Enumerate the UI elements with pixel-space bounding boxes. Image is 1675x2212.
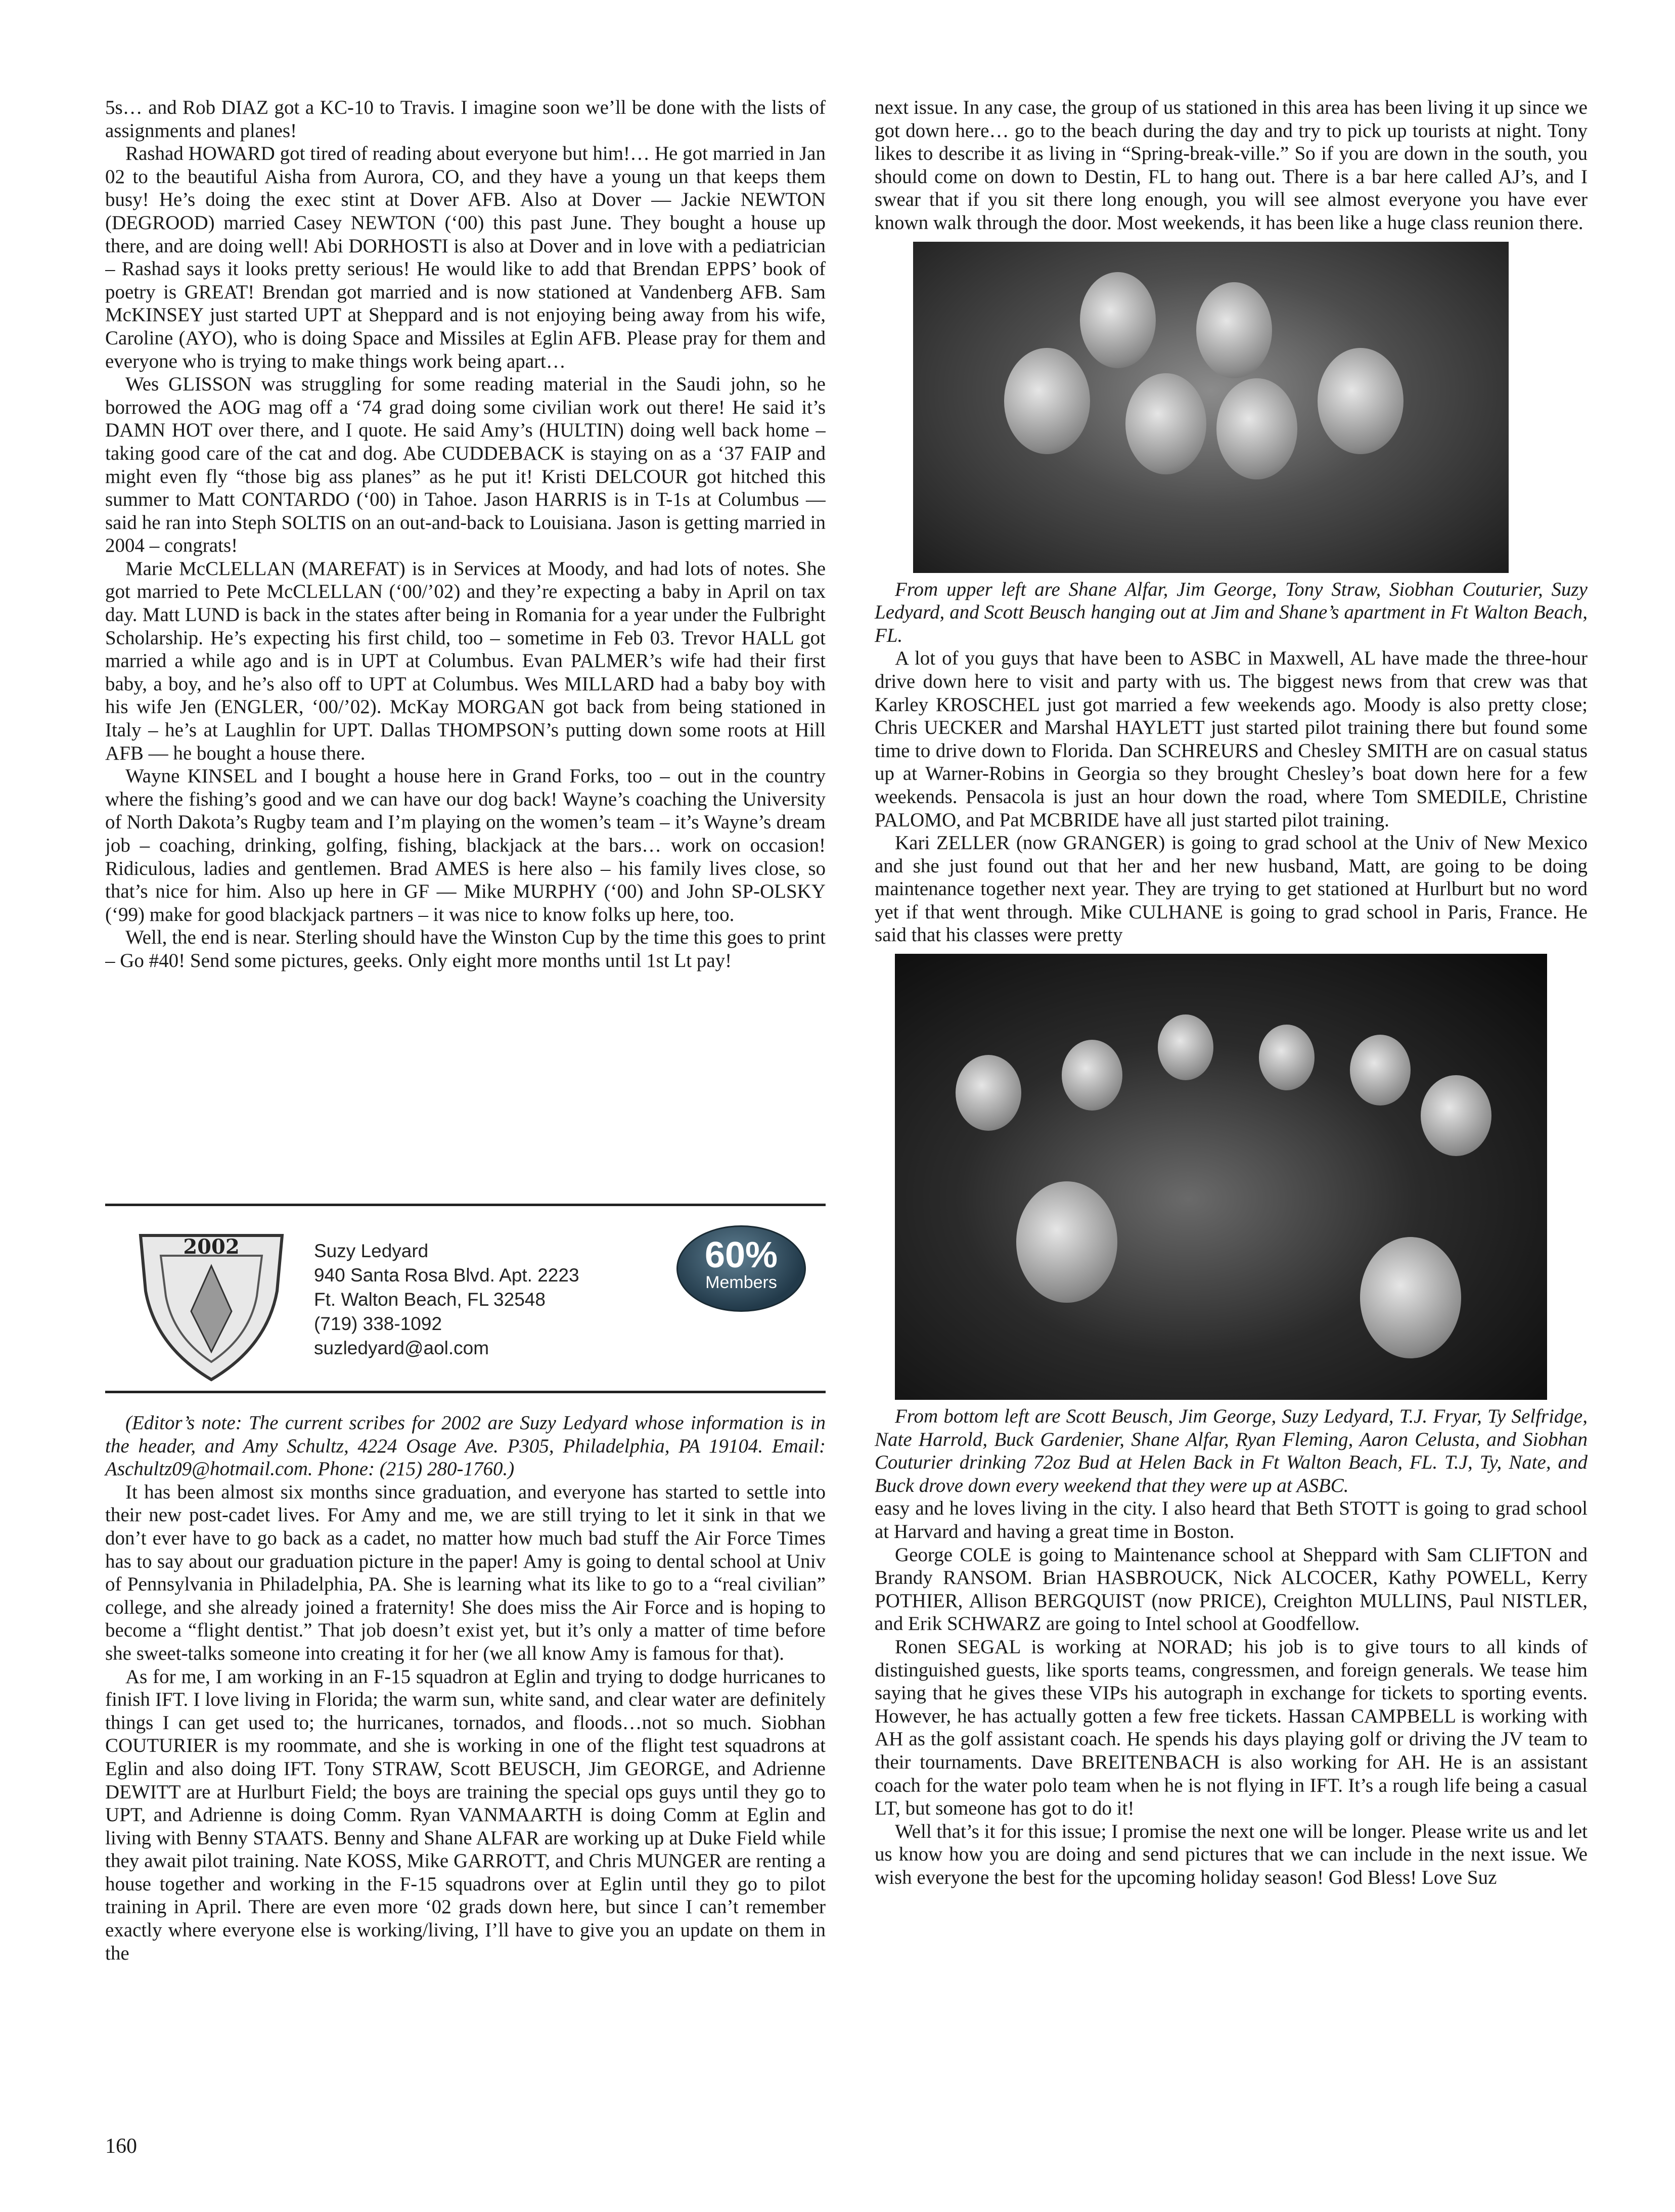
- group-photo-apartment: [913, 242, 1509, 573]
- paragraph: next issue. In any case, the group of us stationed in this area has been living it up since we got down here… go to the beach during the day and try to pick up tourists at night. Tony likes to describe it as living in “Spring-break-ville.” So if you are down in the south, you should come on down to Destin, FL to hang out. There is a bar here called AJ’s, and I swear that if you sit there long enough, you will see almost everyone you have ever known walk through the door. Most weekends, it has been like a huge class reunion there.: [875, 97, 1588, 234]
- person-figure: [1196, 282, 1272, 378]
- person-figure: [1421, 1075, 1491, 1156]
- paragraph: George COLE is going to Maintenance school at Sheppard with Sam CLIFTON and Brandy RANSOM. Brian HASBROUCK, Nick ALCOCER, Kathy POWELL, Kerry POTHIER, Allison BERGQUIST (now PRICE), Creighton MULLINS, Paul NISTLER, and Erik SCHWARZ are going to Intel school at Goodfellow.: [875, 1543, 1588, 1635]
- paragraph: Rashad HOWARD got tired of reading about everyone but him!… He got married in Jan 02 to the beautiful Aisha from Aurora, CO, and they have a young un that keeps them busy! He’s doing the exec stint at Dover AFB. Also at Dover — Jackie NEWTON (DEGROOD) married Casey NEWTON (‘00) this past June. They bought a house up there, and are doing well! Abi DORHOSTI is also at Dover and in love with a pediatrician – Rashad says it looks pretty serious! He would like to add that Brendan EPPS’ book of poetry is GREAT! Brendan got married and is now stationed at Vandenberg AFB. Sam McKINSEY just started UPT at Sheppard and is not enjoying being away from his wife, Caroline (AYO), who is doing Space and Missiles at Eglin AFB. Please pray for them and everyone who is trying to make things work being apart…: [105, 143, 826, 372]
- photo-caption-1: From upper left are Shane Alfar, Jim George, Tony Straw, Siobhan Couturier, Suzy Ledyard, and Scott Beusch hanging out at Jim and Shane’s apartment in Ft Walton Beach, FL.: [875, 578, 1588, 646]
- paragraph: Marie McCLELLAN (MAREFAT) is in Services at Moody, and had lots of notes. She got married to Pete McCLELLAN (‘00/’02) and they’re expecting a baby in April on tax day. Matt LUND is back in the states after being in Romania for a year under the Fulbright Scholarship. He’s expecting his first child, too – sometime in Feb 03. Trevor HALL got married a while ago and is in UPT at Columbus. Evan PALMER’s wife had their first baby, a boy, and he’s also off to UPT at Columbus. Wes MILLARD had a baby boy with his wife Jen (ENGLER, ‘00/’02). McKay MORGAN got back from being stationed in Italy – he’s at Laughlin for UPT. Dallas THOMPSON’s putting down some roots at Hill AFB — he bought a house there.: [105, 557, 826, 764]
- scribe-address-line2: Ft. Walton Beach, FL 32548: [314, 1289, 546, 1310]
- class-crest-icon: [130, 1220, 292, 1382]
- paragraph: A lot of you guys that have been to ASBC in Maxwell, AL have made the three-hour drive down here to visit and party with us. The biggest news from that crew was that Karley KROSCHEL just got married a few weekends ago. Moody is also pretty close; Chris UECKER and Marshal HAYLETT just started pilot training there but found some time to drive down to Florida. Dan SCHREURS and Chesley SMITH are on casual status up at Warner-Robins in Georgia so they brought Chesley’s boat down here for a few weekends. Pensacola is just an hour down the road, where Tom SMEDILE, Christine PALOMO, and Pat MCBRIDE have all just started pilot training.: [875, 647, 1588, 831]
- editor-note: (Editor’s note: The current scribes for 2002 are Suzy Ledyard whose information is in the header, and Amy Schultz, 4224 Osage Ave. P305, Philadelphia, PA 19104. Email: Aschultz09@hotmail.com. Phone: (215) 280-1760.): [105, 1412, 826, 1480]
- paragraph: easy and he loves living in the city. I also heard that Beth STOTT is going to grad school at Harvard and having a great time in Boston.: [875, 1497, 1588, 1543]
- person-figure: [1125, 373, 1206, 474]
- person-figure: [1158, 1014, 1213, 1080]
- membership-percent: 60%: [704, 1235, 778, 1275]
- person-figure: [956, 1055, 1021, 1131]
- paragraph: Kari ZELLER (now GRANGER) is going to grad school at the Univ of New Mexico and she just found out that her and her new husband, Matt, are going to be doing maintenance together next year. They are trying to get stationed at Hurlburt but no word yet if that went through. Mike CULHANE is going to grad school in Paris, France. He said that his classes were pretty: [875, 832, 1588, 946]
- person-figure: [1004, 348, 1090, 454]
- left-column-top-text: [105, 96, 826, 1204]
- scribe-address-line1: 940 Santa Rosa Blvd. Apt. 2223: [314, 1265, 579, 1286]
- person-figure: [1350, 1035, 1411, 1105]
- paragraph: It has been almost six months since graduation, and everyone has started to settle into their new post-cadet lives. For Amy and me, we are still trying to let it sink in that we don’t ever have to go back as a cadet, no matter how much bad stuff the Air Force Times has to say about our graduation picture in the paper! Amy is going to dental school at Univ of Pennsylvania in Philadelphia, PA. She is learning what its like to go to a “real civilian” college, and she already joined a fraternity! She does miss the Air Force and is hoping to become a “flight dentist.” That job doesn’t exist yet, but it’s only a matter of time before she sweet-talks someone into creating it for her (we all know Amy is famous for that).: [105, 1481, 826, 1664]
- header-bottom-rule: [105, 1391, 826, 1393]
- person-figure: [1062, 1040, 1122, 1111]
- group-photo-bar: [895, 954, 1547, 1400]
- scribe-email[interactable]: suzledyard@aol.com: [314, 1338, 489, 1358]
- left-column-bottom-text: [105, 1411, 826, 1965]
- paragraph: Ronen SEGAL is working at NORAD; his job is to give tours to all kinds of distinguished guests, like sports teams, congressmen, and foreign generals. We tease him saying that he gives these VIPs his autograph in exchange for tickets to sporting events. However, he has actually gotten a few free tickets. Hassan CAMPBELL is working with AH as the golf assistant coach. He spends his days playing golf or driving the JV team to their tournaments. Dave BREITENBACH is also working for AH. He is an assistant coach for the water polo team when he is not flying in IFT. It’s a rough life being a casual LT, but someone has got to do it!: [875, 1636, 1588, 1820]
- scribe-contact: [314, 1239, 579, 1360]
- photo-caption-2: From bottom left are Scott Beusch, Jim George, Suzy Ledyard, T.J. Fryar, Ty Selfridge, Nate Harrold, Buck Gardenier, Shane Alfar, Ryan Fleming, Aaron Celusta, and Siobhan Couturier drinking 72oz Bud at Helen Back in Ft Walton Beach, FL. T.J, Ty, Nate, and Buck drove down every weekend that they were up at ASBC.: [875, 1405, 1588, 1496]
- person-figure: [1360, 1237, 1461, 1358]
- class-scribe-header: [105, 1206, 826, 1391]
- paragraph: 5s… and Rob DIAZ got a KC-10 to Travis. I imagine soon we’ll be done with the lists of assignments and planes!: [105, 97, 826, 142]
- person-figure: [1016, 1181, 1117, 1303]
- person-figure: [1080, 272, 1156, 368]
- page-number: 160: [105, 2135, 137, 2158]
- person-figure: [1216, 378, 1297, 479]
- membership-badge: [676, 1225, 806, 1312]
- scribe-name: Suzy Ledyard: [314, 1241, 429, 1261]
- paragraph: Well that’s it for this issue; I promise the next one will be longer. Please write us and let us know how you are doing and send pictures that we can include in the next issue. We wish everyone the best for the upcoming holiday season! God Bless! Love Suz: [875, 1820, 1588, 1888]
- person-figure: [1259, 1025, 1315, 1090]
- paragraph: Wayne KINSEL and I bought a house here in Grand Forks, too – out in the country where the fishing’s good and we can have our dog back! Wayne’s coaching the University of North Dakota’s Rugby team and I’m playing on the women’s team – it’s Wayne’s dream job – coaching, drinking, golfing, fishing, blackjack at the bars… work on occasion! Ridiculous, ladies and gentlemen. Brad AMES is here also – his family lives close, so that’s nice for him. Also up here in GF — Mike MURPHY (‘00) and John SP-OLSKY (‘99) make for good blackjack partners – it was nice to know folks up here, too.: [105, 765, 826, 925]
- person-figure: [1318, 348, 1404, 454]
- scribe-phone: (719) 338-1092: [314, 1313, 442, 1334]
- paragraph: Wes GLISSON was struggling for some reading material in the Saudi john, so he borrowed the AOG mag off a ‘74 grad doing some civilian work out there! He said it’s DAMN HOT over there, and I quote. He said Amy’s (HULTIN) doing well back home – taking good care of the cat and dog. Abe CUDDEBACK is staying on as a ‘37 FAIP and might even fly “those big ass planes” as he put it! Kristi DELCOUR got hitched this summer to Matt CONTARDO (‘00) in Tahoe. Jason HARRIS is in T-1s at Columbus — said he ran into Steph SOLTIS on an out-and-back to Louisiana. Jason is getting married in 2004 – congrats!: [105, 373, 826, 557]
- paragraph: Well, the end is near. Sterling should have the Winston Cup by the time this goes to print – Go #40! Send some pictures, geeks. Only eight more months until 1st Lt pay!: [105, 926, 826, 971]
- right-column: [875, 96, 1588, 1889]
- membership-label: Members: [705, 1273, 777, 1292]
- crest-year: 2002: [183, 1235, 240, 1259]
- left-column: [105, 96, 826, 1965]
- paragraph: As for me, I am working in an F-15 squadron at Eglin and trying to dodge hurricanes to finish IFT. I love living in Florida; the warm sun, white sand, and clear water are definitely things I can get used to; the hurricanes, tornados, and floods…not so much. Siobhan COUTURIER is my roommate, and she is working in one of the flight test squadrons at Eglin and also doing IFT. Tony STRAW, Scott BEUSCH, Jim GEORGE, and Adrienne DEWITT are at Hurlburt Field; the boys are training the special ops guys until they go to UPT, and Adrienne is doing Comm. Ryan VANMAARTH is doing Comm at Eglin and living with Benny STAATS. Benny and Shane ALFAR are working up at Duke Field while they await pilot training. Nate KOSS, Mike GARROTT, and Chris MUNGER are renting a house together and working in the F-15 squadrons over at Eglin until they go to pilot training in April. There are even more ‘02 grads down here, but since I can’t remember exactly where everyone else is working/living, I’ll have to give you an update on them in the: [105, 1665, 826, 1964]
